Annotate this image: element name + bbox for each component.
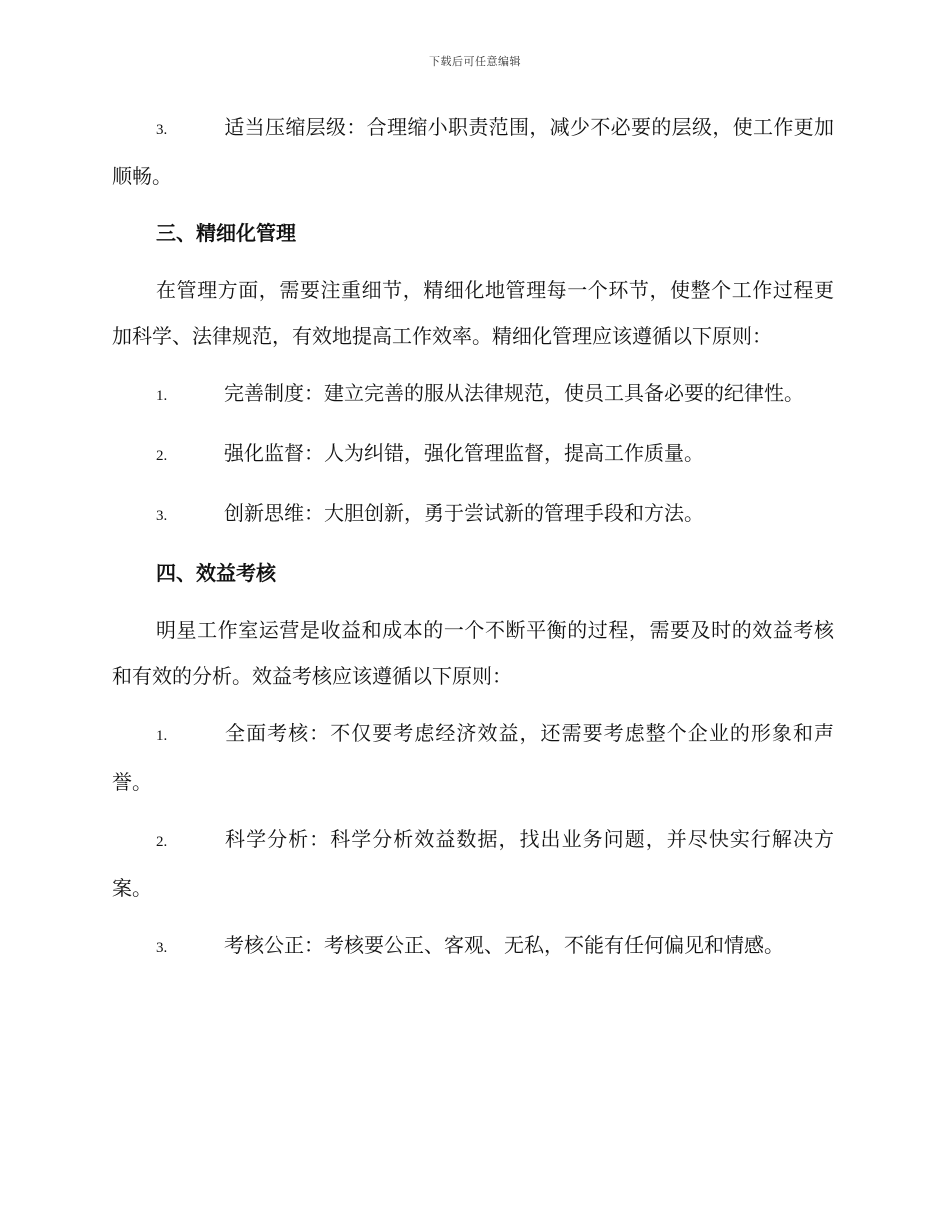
list-number: 2. [156,448,168,464]
list-number: 3. [156,122,168,138]
list-item-text: 强化监督：人为纠错，强化管理监督，提高工作质量。 [224,441,704,465]
list-item [112,922,834,971]
list-number: 1. [156,728,168,744]
list-item-text: 适当压缩层级：合理缩小职责范围，减少不必要的层级，使工作更加顺畅。 [112,115,834,188]
page-header: 下载后可任意编辑 [429,55,521,68]
document-body [112,104,834,982]
list-item-text: 全面考核：不仅要考虑经济效益，还需要考虑整个企业的形象和声誉。 [112,721,834,794]
paragraph: 在管理方面，需要注重细节，精细化地管理每一个环节，使整个工作过程更加科学、法律规范，有效地提高工作效率。精细化管理应该遵循以下原则： [112,278,834,348]
list-item [112,430,834,479]
list-number: 3. [156,508,168,524]
list-item-text: 科学分析：科学分析效益数据，找出业务问题，并尽快实行解决方案。 [112,827,834,900]
list-item-text: 完善制度：建立完善的服从法律规范，使员工具备必要的纪律性。 [224,381,804,405]
list-number: 3. [156,940,168,956]
list-item [112,370,834,419]
list-item [112,710,834,805]
list-number: 1. [156,388,168,404]
list-item-text: 考核公正：考核要公正、客观、无私，不能有任何偏见和情感。 [224,933,784,957]
section-heading: 三、精细化管理 [156,221,296,245]
list-number: 2. [156,834,168,850]
list-item [112,104,834,199]
paragraph: 明星工作室运营是收益和成本的一个不断平衡的过程，需要及时的效益考核和有效的分析。效益考核应该遵循以下原则： [112,618,834,688]
list-item-text: 创新思维：大胆创新，勇于尝试新的管理手段和方法。 [224,501,704,525]
list-item [112,816,834,911]
section-heading: 四、效益考核 [156,561,276,585]
list-item [112,490,834,539]
